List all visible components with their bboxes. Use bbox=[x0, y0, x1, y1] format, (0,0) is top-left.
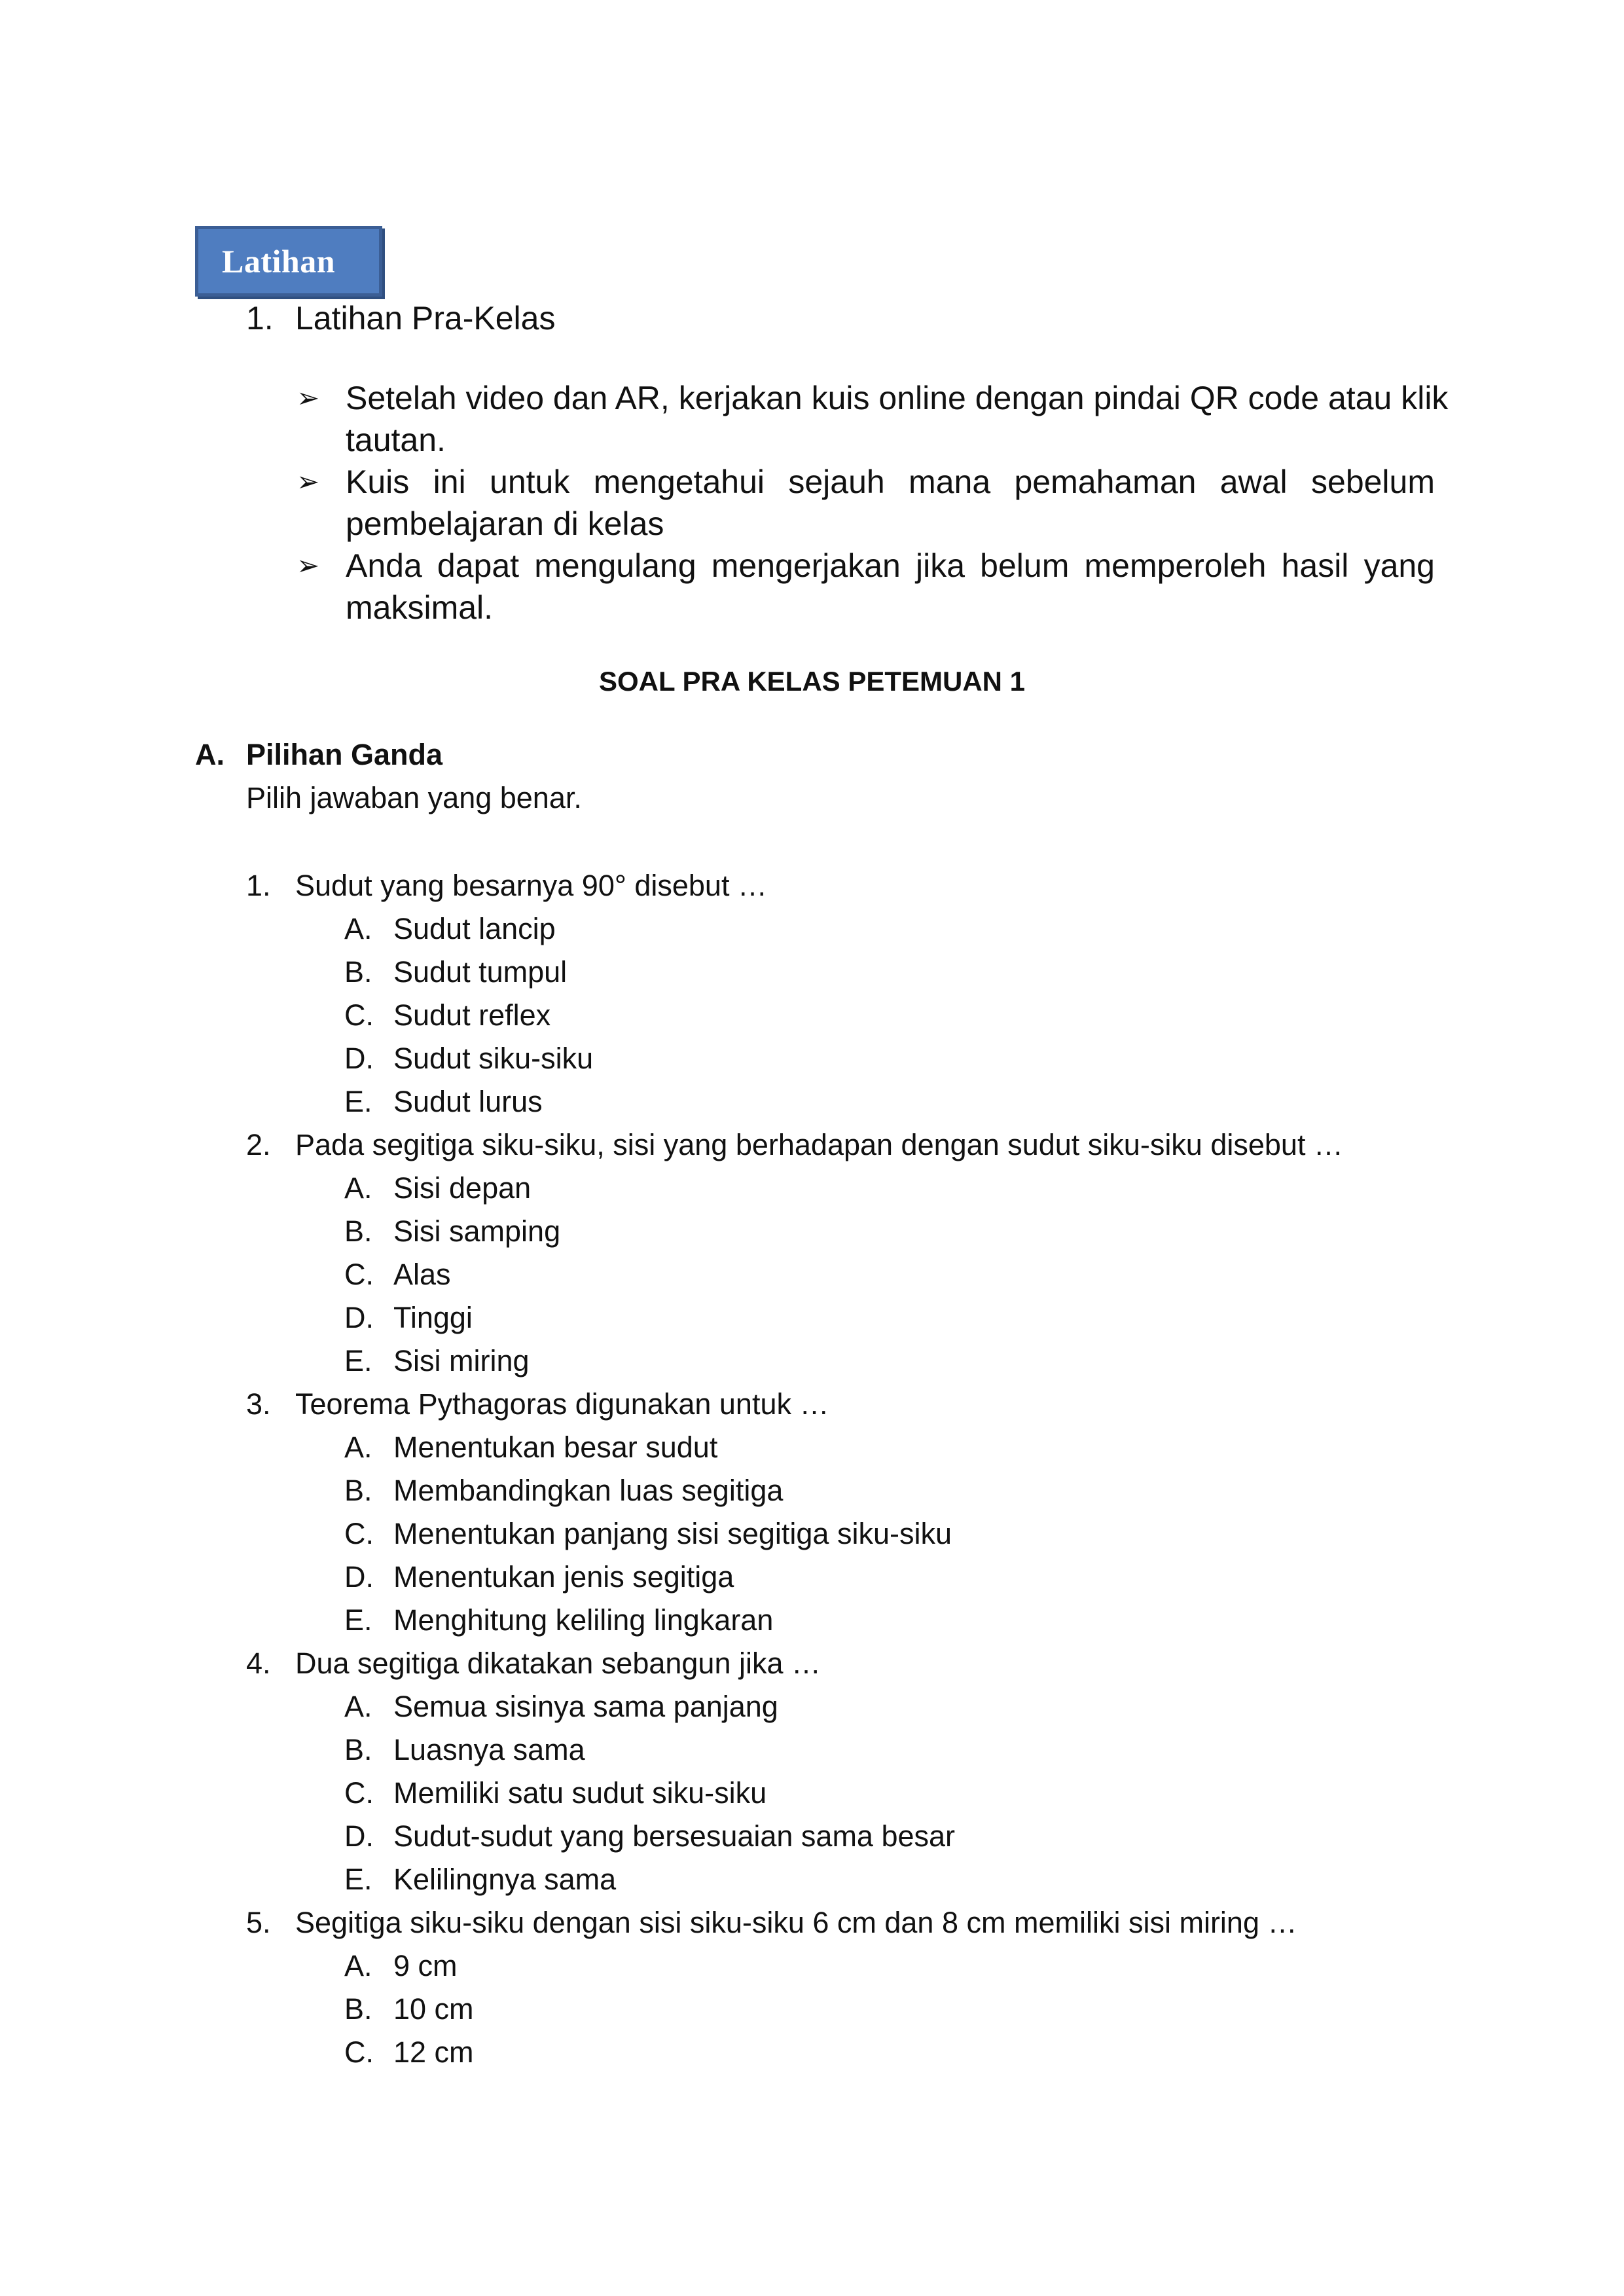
option-letter: D. bbox=[344, 1042, 374, 1075]
intro-number: 1. bbox=[246, 300, 274, 337]
option-text: Sisi miring bbox=[393, 1344, 530, 1377]
option-text: Sudut-sudut yang bersesuaian sama besar bbox=[393, 1819, 956, 1853]
bullet-1-line-2: tautan. bbox=[346, 422, 446, 458]
option-letter: E. bbox=[344, 1344, 372, 1377]
option-letter: B. bbox=[344, 1733, 372, 1766]
intro-heading: Latihan Pra-Kelas bbox=[295, 300, 556, 337]
bullet-2-line-1: Kuis ini untuk mengetahui sejauh mana pemahaman awal sebelum bbox=[346, 464, 1435, 500]
question-text: Sudut yang besarnya 90° disebut … bbox=[295, 869, 767, 902]
option-text: Menentukan besar sudut bbox=[393, 1430, 718, 1464]
badge-label: Latihan bbox=[222, 243, 336, 280]
option-text: Sisi depan bbox=[393, 1171, 532, 1205]
option-text: 12 cm bbox=[393, 2035, 474, 2069]
option-letter: B. bbox=[344, 1474, 372, 1507]
section-title: SOAL PRA KELAS PETEMUAN 1 bbox=[598, 666, 1026, 697]
option-letter: A. bbox=[344, 1171, 372, 1205]
bullet-1-line-1: Setelah video dan AR, kerjakan kuis online dengan pindai QR code atau klik bbox=[346, 380, 1449, 416]
question-text: Teorema Pythagoras digunakan untuk … bbox=[295, 1387, 829, 1421]
option-text: 9 cm bbox=[393, 1949, 458, 1982]
option-letter: A. bbox=[344, 912, 372, 945]
option-text: Semua sisinya sama panjang bbox=[393, 1690, 778, 1723]
option-text: Alas bbox=[393, 1258, 451, 1291]
option-letter: D. bbox=[344, 1560, 374, 1594]
option-text: Sisi samping bbox=[393, 1214, 561, 1248]
question-number: 3. bbox=[246, 1387, 271, 1421]
option-letter: C. bbox=[344, 1517, 374, 1550]
question-text: Segitiga siku-siku dengan sisi siku-siku 6 cm dan 8 cm memiliki sisi miring … bbox=[295, 1906, 1297, 1939]
arrow-bullet-icon: ➢ bbox=[297, 550, 320, 581]
option-text: Sudut lancip bbox=[393, 912, 556, 945]
option-letter: E. bbox=[344, 1085, 372, 1118]
question-number: 4. bbox=[246, 1647, 271, 1680]
option-letter: A. bbox=[344, 1690, 372, 1723]
question-number: 2. bbox=[246, 1128, 271, 1161]
option-letter: A. bbox=[344, 1430, 372, 1464]
option-text: Sudut siku-siku bbox=[393, 1042, 594, 1075]
bullet-3-line-1: Anda dapat mengulang mengerjakan jika belum memperoleh hasil yang bbox=[346, 547, 1435, 584]
bullet-2-line-2: pembelajaran di kelas bbox=[346, 505, 664, 542]
question-text: Pada segitiga siku-siku, sisi yang berhadapan dengan sudut siku-siku disebut … bbox=[295, 1128, 1343, 1161]
question-number: 1. bbox=[246, 869, 271, 902]
option-text: Sudut lurus bbox=[393, 1085, 543, 1118]
option-letter: C. bbox=[344, 2035, 374, 2069]
option-letter: E. bbox=[344, 1603, 372, 1637]
arrow-bullet-icon: ➢ bbox=[297, 382, 320, 413]
option-text: Menentukan jenis segitiga bbox=[393, 1560, 734, 1594]
option-letter: E. bbox=[344, 1863, 372, 1896]
part-a-instruction: Pilih jawaban yang benar. bbox=[246, 781, 582, 814]
option-letter: C. bbox=[344, 1776, 374, 1810]
latihan-badge bbox=[195, 226, 382, 297]
option-letter: C. bbox=[344, 1258, 374, 1291]
question-number: 5. bbox=[246, 1906, 271, 1939]
option-text: Sudut reflex bbox=[393, 998, 551, 1032]
option-letter: A. bbox=[344, 1949, 372, 1982]
option-text: Membandingkan luas segitiga bbox=[393, 1474, 784, 1507]
option-text: Kelilingnya sama bbox=[393, 1863, 617, 1896]
option-text: Menentukan panjang sisi segitiga siku-siku bbox=[393, 1517, 952, 1550]
part-a-heading: Pilihan Ganda bbox=[246, 738, 443, 771]
option-text: Menghitung keliling lingkaran bbox=[393, 1603, 774, 1637]
option-letter: B. bbox=[344, 1992, 372, 2026]
option-letter: B. bbox=[344, 955, 372, 989]
question-text: Dua segitiga dikatakan sebangun jika … bbox=[295, 1647, 821, 1680]
option-text: Sudut tumpul bbox=[393, 955, 568, 989]
option-text: 10 cm bbox=[393, 1992, 474, 2026]
option-letter: C. bbox=[344, 998, 374, 1032]
option-letter: B. bbox=[344, 1214, 372, 1248]
bullet-3-line-2: maksimal. bbox=[346, 589, 494, 626]
option-text: Luasnya sama bbox=[393, 1733, 585, 1766]
option-text: Tinggi bbox=[393, 1301, 473, 1334]
option-letter: D. bbox=[344, 1301, 374, 1334]
part-a-letter: A. bbox=[195, 738, 225, 771]
option-text: Memiliki satu sudut siku-siku bbox=[393, 1776, 767, 1810]
arrow-bullet-icon: ➢ bbox=[297, 466, 320, 497]
option-letter: D. bbox=[344, 1819, 374, 1853]
